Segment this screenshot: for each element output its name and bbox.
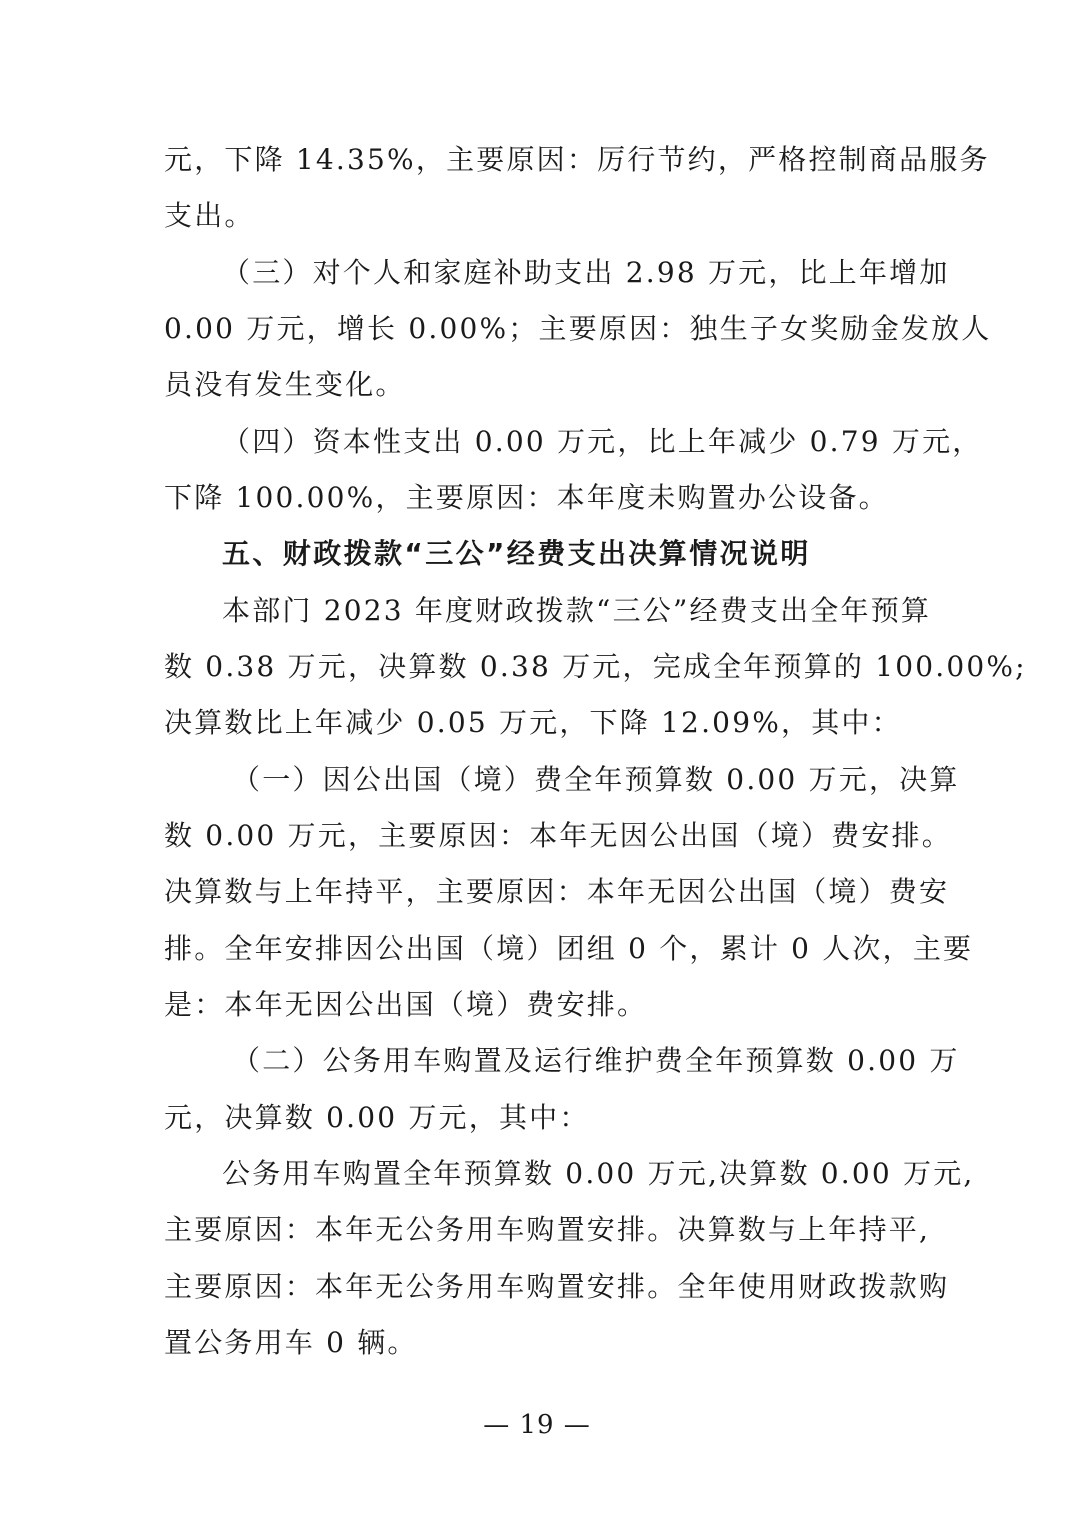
text-line-7: 下降 100.00%，主要原因：本年度未购置办公设备。	[164, 481, 889, 514]
text-line-21: 主要原因：本年无公务用车购置安排。全年使用财政拨款购	[164, 1270, 950, 1303]
text-line-10: 数 0.38 万元，决算数 0.38 万元，完成全年预算的 100.00%;	[164, 650, 1027, 683]
text-line-17: （二）公务用车购置及运行维护费全年预算数 0.00 万	[232, 1044, 960, 1077]
text-line-15: 排。全年安排因公出国（境）团组 0 个，累计 0 人次，主要	[164, 932, 974, 965]
text-line-19: 公务用车购置全年预算数 0.00 万元,决算数 0.00 万元,	[222, 1157, 975, 1190]
text-line-2: 支出。	[164, 199, 255, 232]
text-line-11: 决算数比上年减少 0.05 万元，下降 12.09%，其中：	[164, 706, 902, 739]
text-line-18: 元，决算数 0.00 万元，其中：	[164, 1101, 590, 1134]
text-line-13: 数 0.00 万元，主要原因：本年无因公出国（境）费安排。	[164, 819, 952, 852]
text-line-14: 决算数与上年持平，主要原因：本年无因公出国（境）费安	[164, 875, 950, 908]
page-number: — 19 —	[483, 1410, 591, 1440]
text-line-1: 元，下降 14.35%，主要原因：厉行节约，严格控制商品服务	[164, 143, 990, 176]
text-line-9: 本部门 2023 年度财政拨款“三公”经费支出全年预算	[222, 594, 932, 627]
text-line-20: 主要原因：本年无公务用车购置安排。决算数与上年持平,	[164, 1213, 931, 1246]
text-line-3: （三）对个人和家庭补助支出 2.98 万元，比上年增加	[222, 256, 950, 289]
text-line-4: 0.00 万元，增长 0.00%；主要原因：独生子女奖励金发放人	[164, 312, 992, 345]
text-line-16: 是：本年无因公出国（境）费安排。	[164, 988, 648, 1021]
text-line-6: （四）资本性支出 0.00 万元，比上年减少 0.79 万元，	[222, 425, 983, 458]
text-line-12: （一）因公出国（境）费全年预算数 0.00 万元，决算	[232, 763, 960, 796]
text-line-5: 员没有发生变化。	[164, 368, 406, 401]
section-heading: 五、财政拨款“三公”经费支出决算情况说明	[222, 537, 811, 570]
text-line-22: 置公务用车 0 辆。	[164, 1326, 418, 1359]
